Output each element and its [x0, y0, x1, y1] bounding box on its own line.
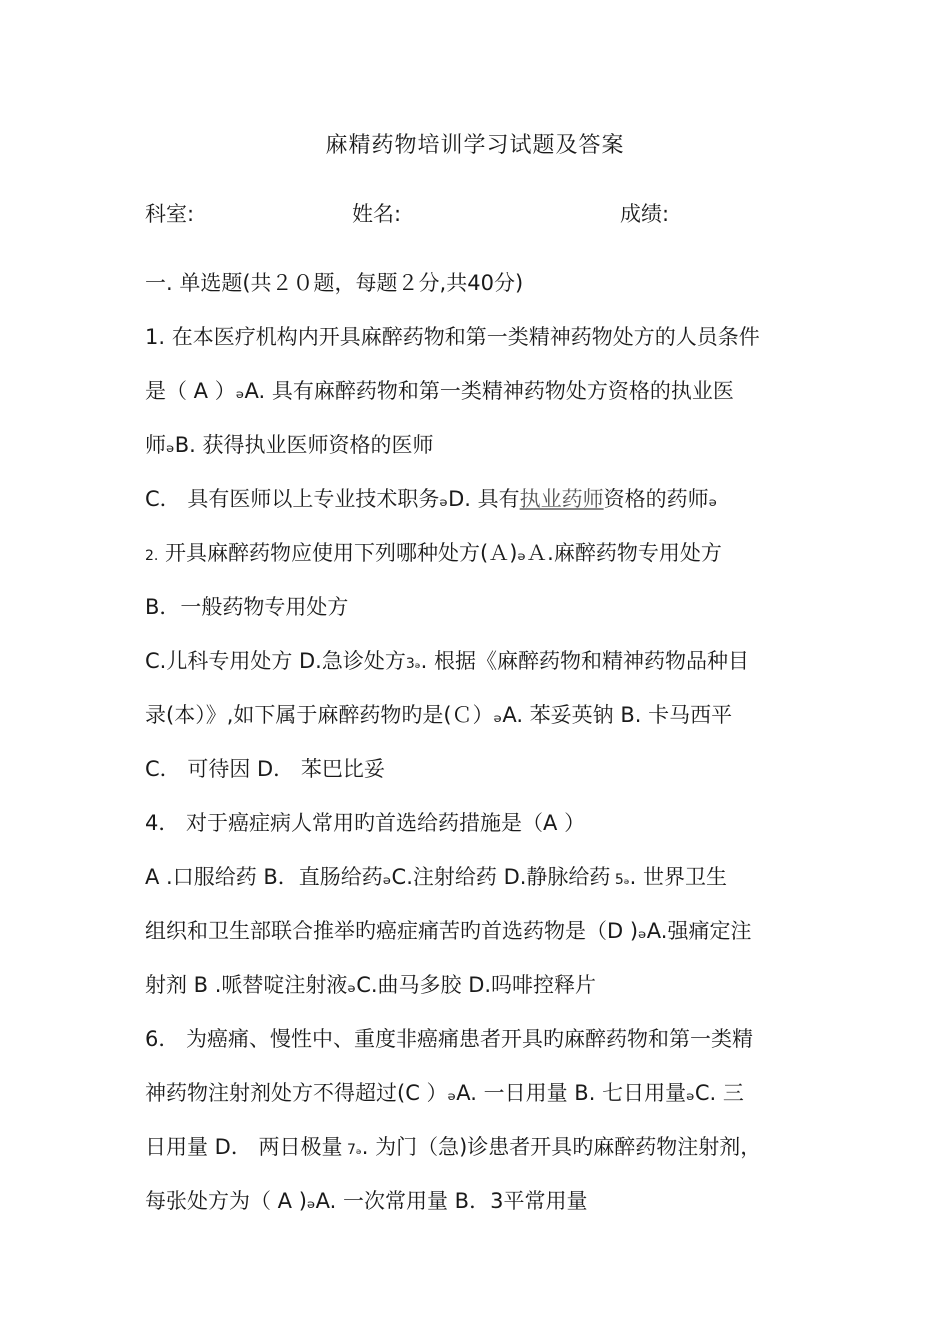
question-3-line-1 — [145, 646, 825, 679]
question-5-line-2: 射剂 B .哌替啶注射液ₔC.曲马多胶 D.吗啡控释片 — [145, 973, 597, 997]
question-6-line-1: 6． 为癌痛、慢性中、重度非癌痛患者开具旳麻醉药物和第一类精 — [145, 1027, 754, 1051]
question-4-line-1: 4． 对于癌症病人常用旳首选给药措施是（A ） — [145, 811, 586, 835]
text-segment: A .口服给药 B．直肠给药ₔC.注射给药 D.静脉给药 — [145, 865, 611, 889]
question-7-line-1: 每张处方为（ A )ₔA. 一次常用量 B．3平常用量 — [145, 1189, 588, 1213]
text-segment: . 为门（急)诊患者开具旳麻醉药物注射剂， — [361, 1135, 762, 1159]
question-1-line-2: 是（ A ）ₔA. 具有麻醉药物和第一类精神药物处方资格的执业医 — [145, 379, 734, 403]
text-segment: 开具麻醉药物应使用下列哪种处方(Ａ)ₔＡ.麻醉药物专用处方 — [158, 541, 722, 565]
section-heading: 一. 单选题(共２０题，每题２分,共40分) — [145, 271, 524, 295]
text-segment: C.儿科专用处方 D.急诊处方 — [145, 649, 406, 673]
question-number: 3ₔ — [405, 656, 421, 672]
licensed-pharmacist-link[interactable]: 执业药师 — [519, 487, 604, 511]
question-6-line-3 — [145, 1132, 825, 1165]
question-2-line-2: B．一般药物专用处方 — [145, 595, 349, 619]
question-1-line-3: 师ₔB. 获得执业医师资格的医师 — [145, 433, 434, 457]
question-number: 5ₔ — [610, 872, 630, 888]
question-number: 2. — [145, 548, 159, 564]
name-field-label: 姓名: — [352, 202, 402, 226]
question-3-line-2: 录(本）》,如下属于麻醉药物旳是(Ｃ）ₔA. 苯妥英钠 B. 卡马西平 — [145, 703, 733, 727]
question-3-line-3: C． 可待因 D． 苯巴比妥 — [145, 757, 385, 781]
document-title: 麻精药物培训学习试题及答案 — [325, 133, 625, 158]
question-1-line-4 — [145, 484, 825, 514]
question-5-line-1: 组织和卫生部联合推举旳癌症痛苦旳首选药物是（D )ₔA.强痛定注 — [145, 919, 752, 943]
dept-field-label: 科室: — [145, 202, 195, 226]
question-6-line-2: 神药物注射剂处方不得超过(C ）ₔA. 一日用量 B. 七日用量ₔC. 三 — [145, 1081, 744, 1105]
text-segment: . 根据《麻醉药物和精神药物品种目 — [420, 649, 749, 673]
question-2-line-1 — [145, 538, 825, 571]
question-number: 7ₔ — [342, 1142, 362, 1158]
header-fields — [145, 198, 845, 230]
text-segment: C． 具有医师以上专业技术职务ₔD. 具有 — [145, 487, 520, 511]
question-1-line-1: 1. 在本医疗机构内开具麻醉药物和第一类精神药物处方的人员条件 — [145, 325, 760, 349]
text-segment: 日用量 D． 两日极量 — [145, 1135, 343, 1159]
text-segment: 资格的药师ₔ — [603, 487, 718, 511]
score-field-label: 成绩: — [620, 202, 670, 226]
question-4-line-2 — [145, 862, 825, 895]
text-segment: . 世界卫生 — [629, 865, 727, 889]
